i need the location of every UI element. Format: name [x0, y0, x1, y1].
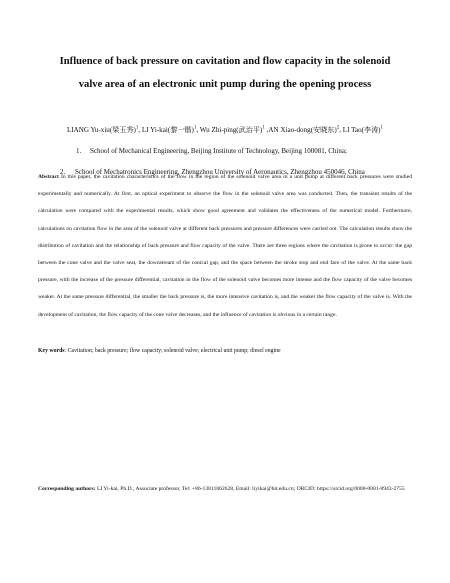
keywords-section [38, 346, 412, 356]
abstract-section [38, 169, 412, 324]
abstract-text: In this paper, the cavitation characteristics of the flow in the region of the solenoid valve area in a unit pump at different back pressures were studied experimentally and numerically. At first, an optical experiment to observe the flow in the solenoid valve area was conducted. Then, the transient results of the calculation were compared with the experimental results, which show good agreement and validates the effectiveness of the numerical model. Furthermore, calculations on cavitation flow in the area of the solenoid valve at different back pressures and pressure differences were carried out. The calculation results show the distribution of cavitation and the relationship of back pressure and flow capacity of the valve. There are three regions where the cavitation is prone to occur: the gap between the cone valve and the valve seat, the downstream of the conical gap, and the space between the stroke stop and end face of the valve. At the same back pressure, with the increase of the pressure differential, cavitation in the flow of the solenoid valve becomes more intense and the flow capacity of the valve becomes weaker. At the same pressure differential, the smaller the back pressure is, the more intensive cavitation is, and the weaker the flow capacity of the valve is. With the development of cavitation, the flow capacity of the cone valve decreases, and the influence of cavitation is obvious in a certain range. [38, 174, 413, 318]
title-line-1: Influence of back pressure on cavitation and flow capacity in the solenoid [59, 56, 391, 67]
affiliation-text: School of Mechanical Engineering, Beijing Institute of Technology, Beijing 100081, China; [90, 147, 347, 155]
author-list: LIANG Yu-xiu(梁玉秀)$^1$, LI Yi-kai(黎一锴)$^1$, Wu Zhi-ping(武治平)$^1$ ,AN Xiao-dong(安晓东)$^2$, LI Tao(李涛)$^1$ [66, 125, 384, 134]
author-affil-mark: 1 [380, 125, 384, 131]
affiliation-number: 1. [76, 147, 82, 155]
affiliation-number: 2. [60, 168, 66, 176]
corresponding-author-section [38, 481, 412, 497]
corresponding-text: LI Yi-kai, Ph.D., Associate professor, Tel: +86-13811862628, Email: liyikai@bit.edu.cn; ORCID: https://orcid.org/0000-0001-8943-2755 [95, 486, 405, 492]
author-affil-mark: 1 [193, 125, 197, 131]
paper-title [38, 50, 412, 96]
author-affil-mark: 2 [336, 125, 340, 131]
author-name: AN Xiao-dong(安晓东) [268, 126, 337, 134]
author-name: LI Tao(李涛) [342, 126, 381, 134]
corresponding-label: Corresponding authors: [38, 486, 96, 492]
author-affil-mark: 1 [262, 125, 265, 131]
keywords-label: Key words [38, 348, 65, 354]
affiliation-text: School of Mechatronics Engineering, Zhengzhou University of Aeronautics, Zhengzhou 450046, China [75, 168, 365, 176]
author-name: LIANG Yu-xiu(梁玉秀) [66, 126, 136, 134]
affiliation-item [76, 146, 347, 156]
abstract-label: Abstract [38, 174, 59, 180]
author-affil-mark: 1 [135, 125, 139, 131]
keywords-text: : Cavitation; back pressure; flow capacity; solenoid valve; electrical unit pump; diesel engine [64, 348, 281, 354]
title-line-2: valve area of an electronic unit pump during the opening process [78, 79, 372, 90]
author-name: Wu Zhi-ping(武治平) [199, 126, 263, 134]
author-name: LI Yi-kai(黎一锴) [141, 126, 194, 134]
